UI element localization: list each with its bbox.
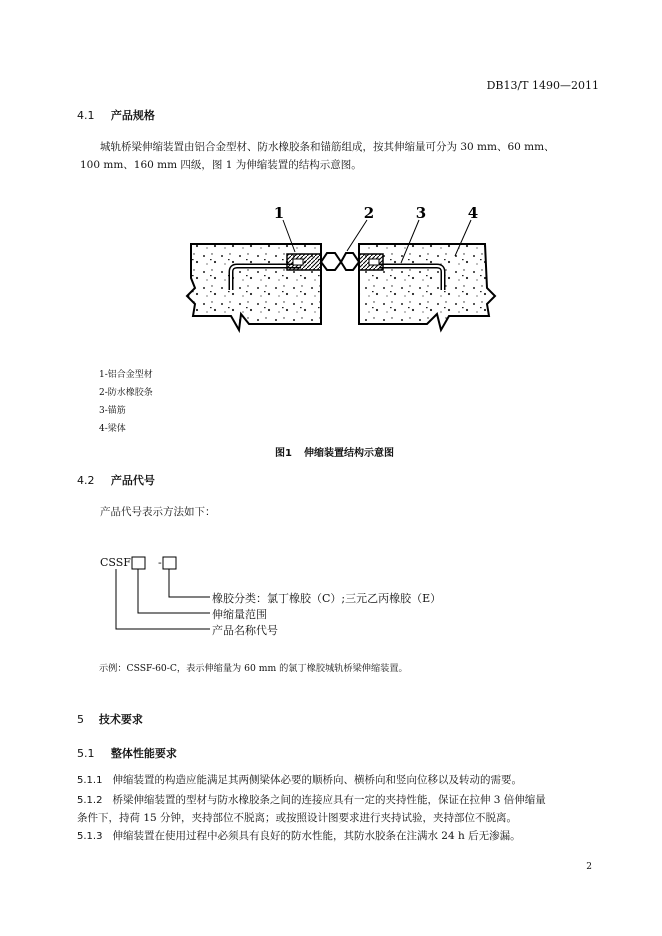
caption-label: 图1 [275, 448, 292, 459]
bracket-line-range [138, 569, 210, 613]
code-example: 示例：CSSF-60-C，表示伸缩量为 60 mm 的氯丁橡胶城轨桥梁伸缩装置。 [99, 663, 408, 674]
clause-5-1-1 [77, 772, 522, 787]
callout-3: 3 [415, 204, 427, 222]
clause-text: 桥梁伸缩装置的型材与防水橡胶条之间的连接应具有一定的夹持性能，保证在拉伸 3 倍伸缩量 [112, 794, 546, 806]
clause-number: 5.1.3 [77, 831, 103, 842]
bracket-line-rubber [169, 569, 210, 597]
document-id: DB13/T 1490—2011 [486, 79, 599, 92]
code-separator: - [158, 556, 162, 569]
section-5-heading [77, 711, 143, 727]
section-number: 5 [77, 713, 84, 726]
legend-item: 2-防水橡胶条 [99, 388, 153, 398]
clause-number: 5.1.1 [77, 775, 103, 786]
paragraph-line: 100 mm、160 mm 四级，图 1 为伸缩装置的结构示意图。 [80, 159, 362, 171]
waterproof-rubber-strip [321, 253, 359, 270]
section-4-1-heading [77, 107, 155, 123]
section-number: 4.1 [77, 109, 95, 122]
figure-caption [275, 444, 394, 459]
code-label-rubber: 橡胶分类：氯丁橡胶（C）;三元乙丙橡胶（E） [212, 592, 442, 605]
page-number: 2 [586, 862, 592, 872]
caption-text: 伸缩装置结构示意图 [303, 448, 394, 459]
clause-5-1-2 [77, 792, 546, 807]
clause-number: 5.1.2 [77, 795, 103, 806]
expansion-joint-diagram [183, 204, 499, 336]
code-box-rubber [163, 557, 176, 569]
section-title: 产品规格 [110, 109, 155, 122]
callout-1: 1 [273, 204, 285, 222]
code-label-name: 产品名称代号 [212, 624, 278, 637]
code-intro: 产品代号表示方法如下： [100, 506, 216, 518]
clause-text: 伸缩装置的构造应能满足其两侧梁体必要的顺桥向、横桥向和竖向位移以及转动的需要。 [112, 774, 522, 786]
section-title: 技术要求 [98, 713, 143, 726]
section-number: 5.1 [77, 747, 95, 760]
bracket-line-name [116, 569, 210, 629]
clause-5-1-2-continued: 条件下，持荷 15 分钟，夹持部位不脱离；或按照设计图要求进行夹持试验，夹持部位不脱离。 [77, 812, 518, 824]
left-aluminum-profile [287, 254, 321, 270]
code-box-range [132, 557, 145, 569]
clause-text: 伸缩装置在使用过程中必须具有良好的防水性能，其防水胶条在注满水 24 h 后无渗漏。 [112, 830, 521, 842]
code-label-range: 伸缩量范围 [212, 608, 267, 621]
section-title: 整体性能要求 [110, 747, 177, 760]
legend-item: 4-梁体 [99, 424, 126, 434]
callout-2: 2 [363, 204, 375, 222]
section-title: 产品代号 [110, 474, 155, 487]
paragraph-line: 城轨桥梁伸缩装置由铝合金型材、防水橡胶条和锚筋组成，按其伸缩量可分为 30 mm、60 mm、 [100, 141, 555, 153]
section-5-1-heading [77, 745, 177, 761]
callout-4: 4 [467, 204, 479, 222]
section-4-2-heading [77, 472, 155, 488]
legend-item: 3-锚筋 [99, 406, 126, 416]
clause-5-1-3 [77, 828, 521, 843]
section-number: 4.2 [77, 474, 95, 487]
code-prefix: CSSF [100, 556, 131, 569]
legend-item: 1-铝合金型材 [99, 370, 153, 380]
